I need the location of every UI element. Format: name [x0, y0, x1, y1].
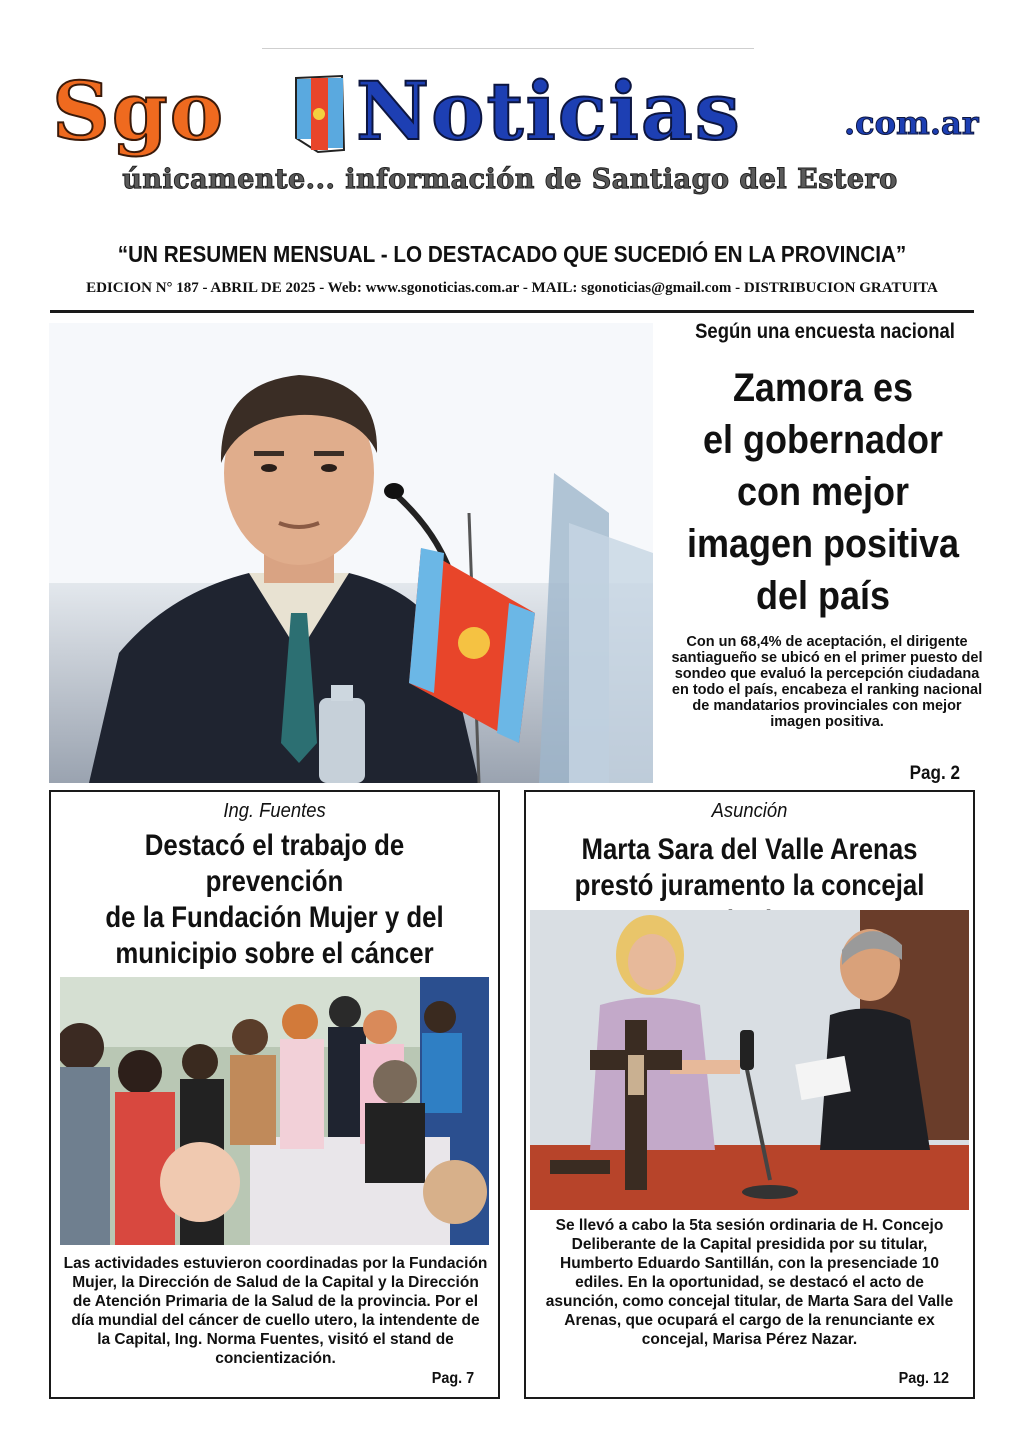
story-right-kicker: Asunción: [711, 800, 788, 822]
lead-headline-line: con mejor: [736, 470, 910, 514]
top-divider: [262, 48, 754, 49]
header-rule: [50, 310, 974, 313]
edition-summary: “UN RESUMEN MENSUAL - LO DESTACADO QUE SUCEDIÓ EN LA PROVINCIA”: [117, 241, 907, 267]
story-left-headline-line: Destacó el trabajo de prevención: [144, 829, 405, 898]
story-right-headline-line: Marta Sara del Valle Arenas: [581, 833, 918, 866]
lead-headline-line: Zamora es: [732, 366, 914, 410]
story-right-headline-line: prestó juramento la concejal: [574, 869, 925, 902]
story-right-photo: [530, 910, 969, 1210]
story-right: [524, 790, 975, 1399]
masthead-tagline: únicamente... información de Santiago del Estero: [122, 164, 898, 195]
logo-sgo: Sgo: [52, 64, 226, 158]
lead-headline-line: imagen positiva: [686, 522, 960, 566]
lead-summary: Con un 68,4% de aceptación, el dirigente santiagueño se ubicó en el primer puesto del sondeo que evaluó la percepción ciudadana en todo el país, encabeza el ranking nacional de mandatarios provinciales con mejor imagen positiva.: [671, 634, 983, 730]
edition-info: EDICION N° 187 - ABRIL DE 2025 - Web: www.sgonoticias.com.ar - MAIL: sgonoticias@gmail.com - DISTRIBUCION GRATUITA: [86, 280, 938, 296]
lead-page-ref: Pag. 2: [909, 763, 960, 784]
story-right-page-ref: Pag. 12: [898, 1370, 949, 1387]
story-left-headline-line: de la Fundación Mujer y del: [105, 901, 444, 934]
story-left-photo: [60, 977, 489, 1245]
story-right-body: Se llevó a cabo la 5ta sesión ordinaria de H. Concejo Deliberante de la Capital presidida por su titular, Humberto Eduardo Santillán, con la presenciade 10 ediles. En la oportunidad, se destacó el acto de asunción, como concejal titular, de Marta Sara del Valle Arenas, que ocupará el cargo de la renunciante ex concejal, Marisa Pérez Nazar.: [545, 1217, 954, 1348]
logo-noticias: Noticias: [356, 64, 742, 158]
lead-photo: [49, 323, 653, 783]
masthead: [50, 64, 980, 158]
lead-headline: [676, 362, 969, 622]
story-left-headline-line: municipio sobre el cáncer: [115, 937, 434, 970]
story-left-page-ref: Pag. 7: [431, 1370, 474, 1387]
logo-domain: .com.ar: [844, 104, 979, 142]
lead-headline-line: del país: [755, 574, 891, 618]
lead-kicker: Según una encuesta nacional: [695, 320, 955, 343]
story-left-kicker: Ing. Fuentes: [223, 800, 326, 822]
lead-headline-line: el gobernador: [702, 418, 944, 462]
story-left-body: Las actividades estuvieron coordinadas por la Fundación Mujer, la Dirección de Salud de la Capital y la Dirección de Atención Primaria de la Salud de la provincia. Por el día mundial del cáncer de cuello utero, la intendente de la Capital, Ing. Norma Fuentes, visitó el stand de concientización.: [63, 1255, 488, 1367]
story-left: [49, 790, 500, 1399]
province-flag-icon: [288, 72, 350, 156]
